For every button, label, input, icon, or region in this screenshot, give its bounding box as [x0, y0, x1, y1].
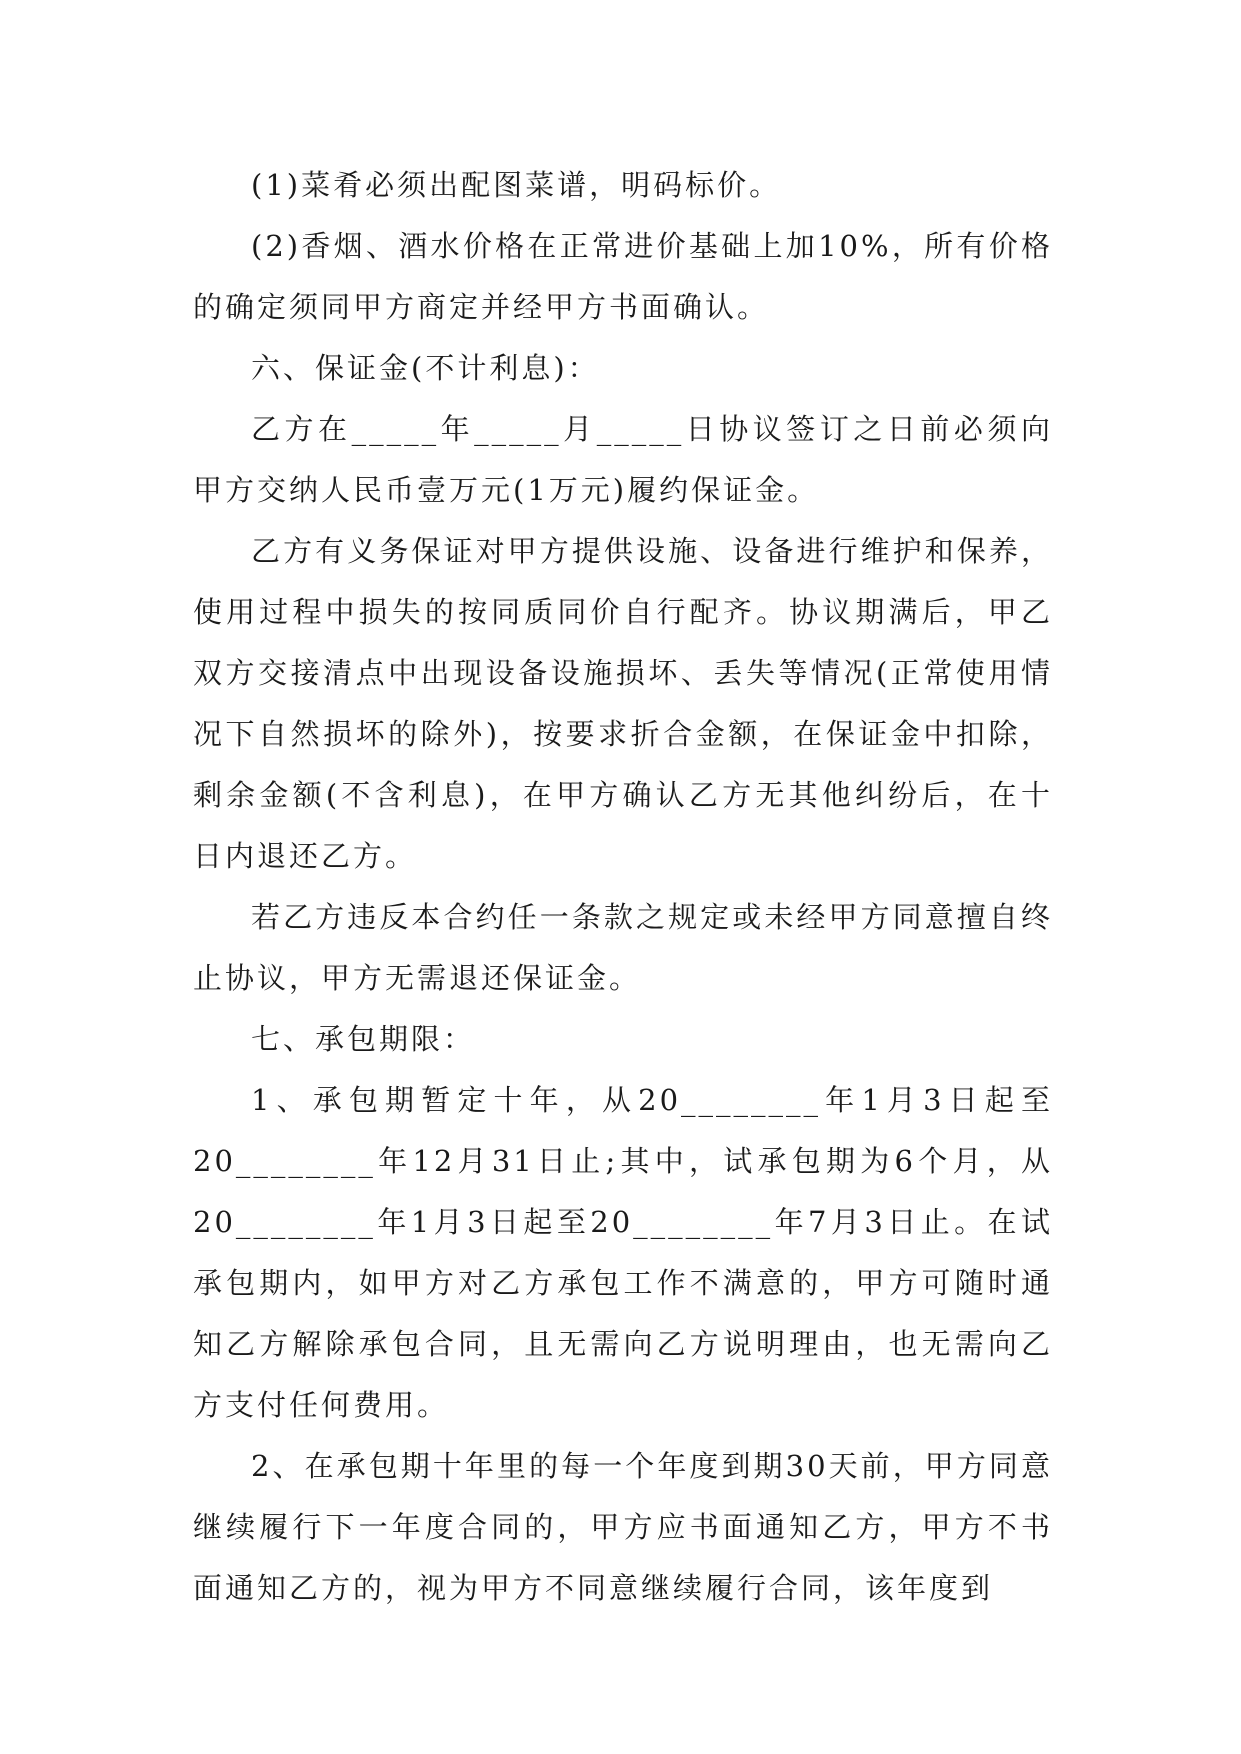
paragraph-deposit-payment: 乙方在_____年_____月_____日协议签订之日前必须向甲方交纳人民币壹万元(1万元)履约保证金。 [193, 412, 1053, 507]
paragraph-term-clause-2: 2、在承包期十年里的每一个年度到期30天前，甲方同意继续履行下一年度合同的，甲方应书面通知乙方，甲方不书面通知乙方的，视为甲方不同意继续履行合同，该年度到 [193, 1449, 1053, 1605]
document-body [193, 155, 1053, 1619]
paragraph-equipment-maintenance: 乙方有义务保证对甲方提供设施、设备进行维护和保养，使用过程中损失的按同质同价自行配齐。协议期满后，甲乙双方交接清点中出现设备设施损坏、丢失等情况(正常使用情况下自然损坏的除外)，按要求折合金额，在保证金中扣除，剩余金额(不含利息)，在甲方确认乙方无其他纠纷后，在十日内退还乙方。 [193, 534, 1053, 873]
paragraph-term-clause-1: 1、承包期暂定十年，从20________年1月3日起至20________年12月31日止;其中，试承包期为6个月，从20________年1月3日起至20________年7月3日止。在试承包期内，如甲方对乙方承包工作不满意的，甲方可随时通知乙方解除承包合同，且无需向乙方说明理由，也无需向乙方支付任何费用。 [193, 1083, 1053, 1422]
paragraph-tobacco-alcohol-pricing: (2)香烟、酒水价格在正常进价基础上加10%，所有价格的确定须同甲方商定并经甲方书面确认。 [193, 229, 1053, 324]
paragraph-deposit-forfeit: 若乙方违反本合约任一条款之规定或未经甲方同意擅自终止协议，甲方无需退还保证金。 [193, 900, 1053, 995]
section-heading-contract-term: 七、承包期限： [251, 1022, 476, 1056]
paragraph-menu-pricing: (1)菜肴必须出配图菜谱，明码标价。 [251, 168, 782, 202]
section-heading-deposit: 六、保证金(不计利息)： [251, 351, 600, 385]
